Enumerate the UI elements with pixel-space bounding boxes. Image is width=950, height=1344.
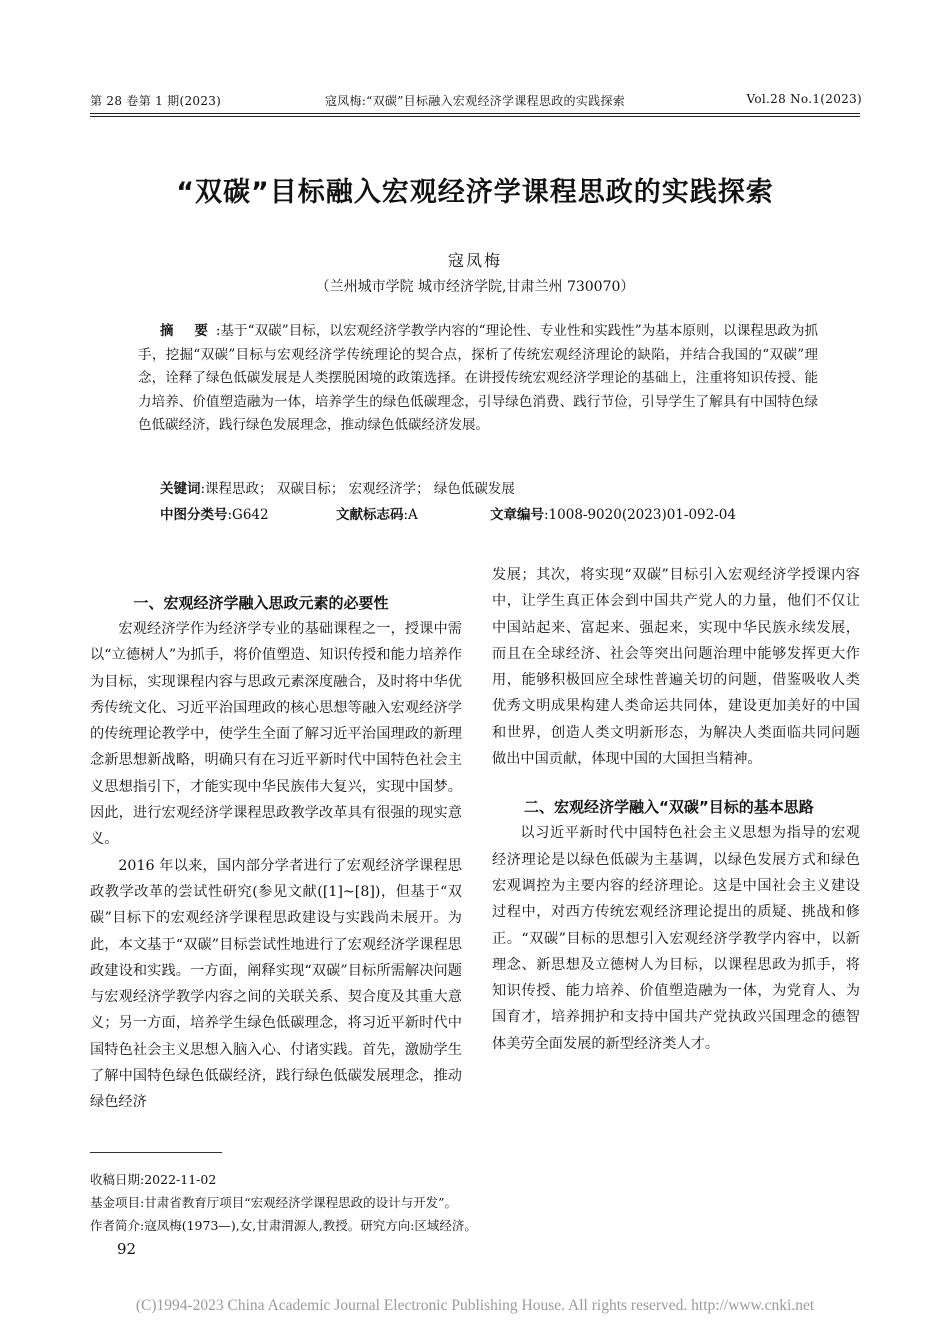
page-number: 92 — [117, 1240, 137, 1258]
abstract-label: 摘 要 — [160, 323, 216, 339]
right-column — [492, 562, 860, 1057]
clc-number — [160, 503, 269, 523]
volume-number: Vol.28 No.1(2023) — [746, 92, 862, 106]
section-1-heading: 一、宏观经济学融入思政元素的必要性 — [133, 594, 389, 612]
clc-label: 中图分类号 — [160, 507, 228, 523]
section-2-heading: 二、宏观经济学融入“双碳”目标的基本思路 — [524, 798, 814, 817]
left-column — [90, 590, 462, 1116]
abstract — [138, 320, 818, 438]
affiliation: （兰州城市学院 城市经济学院,甘肃兰州 730070） — [315, 279, 635, 295]
section-2-paragraph-1: 以习近平新时代中国特色社会主义思想为指导的宏观经济理论是以绿色低碳为主基调，以绿色发展方式和绿色宏观调控为主要内容的经济理论。这是中国社会主义建设过程中，对西方传统宏观经济理论提出的质疑、挑战和修正。“双碳”目标的思想引入宏观经济学教学内容中，以新理念、新思想及立德树人为目标，以课程思政为抓手，将知识传授、能力培养、价值塑造融为一体，为党育人、为国育才，培养拥护和支持中国共产党执政兴国理念的德智体美劳全面发展的新型经济类人才。 — [492, 825, 860, 1052]
header-rule-thin — [90, 116, 860, 117]
doc-code-label: 文献标志码 — [336, 507, 404, 523]
fund-project: 基金项目:甘肃省教育厅项目“宏观经济学课程思政的设计与开发”。 — [90, 1195, 457, 1210]
section-1-paragraph-2-continued: 发展；其次，将实现“双碳”目标引入宏观经济学授课内容中，让学生真正体会到中国共产党人的力量，他们不仅让中国站起来、富起来、强起来，实现中华民族永续发展，而且在全球经济、社会等突出问题治理中能够发挥更大作用，能够积极回应全球性普遍关切的问题，借鉴吸收人类优秀文明成果构建人类命运共同体，建设更加美好的中国和世界，创造人类文明新形态，为解决人类面临共同问题做出中国贡献，体现中国的大国担当精神。 — [492, 567, 860, 768]
article-title: “双碳”目标融入宏观经济学课程思政的实践探索 — [176, 177, 774, 208]
author-bio: 作者简介:寇凤梅(1973—),女,甘肃渭源人,教授。研究方向:区域经济。 — [90, 1218, 477, 1233]
keywords-label: 关键词 — [160, 481, 201, 497]
copyright-watermark: (C)1994-2023 China Academic Journal Electronic Publishing House. All rights reserved. http://www.cnki.net — [135, 1297, 815, 1314]
author-name: 寇凤梅 — [447, 251, 502, 270]
running-title: 寇凤梅:“双碳”目标融入宏观经济学课程思政的实践探索 — [324, 94, 626, 108]
document-code — [336, 503, 418, 523]
keywords — [160, 477, 515, 497]
footnote-rule — [90, 1152, 222, 1153]
article-number-value: :1008-9020(2023)01-092-04 — [544, 507, 736, 523]
clc-value: :G642 — [227, 507, 269, 523]
doc-code-value: :A — [403, 507, 418, 523]
abstract-text: :基于“双碳”目标，以宏观经济学教学内容的“理论性、专业性和实践性”为基本原则，以课程思政为抓手，挖掘“双碳”目标与宏观经济学传统理论的契合点，探析了传统宏观经济理论的缺陷，并结合我国的“双碳”理念，诠释了绿色低碳发展是人类摆脱困境的政策选择。在讲授传统宏观经济学理论的基础上，注重将知识传授、能力培养、价值塑造融为一体，培养学生的绿色低碳理念，引导绿色消费、践行节俭，引导学生了解具有中国特色绿色低碳经济，践行绿色发展理念，推动绿色低碳经济发展。 — [138, 323, 819, 433]
article-number — [490, 503, 736, 523]
keywords-text: :课程思政； 双碳目标； 宏观经济学； 绿色低碳发展 — [200, 481, 515, 497]
header-rule — [90, 113, 860, 114]
section-1-paragraph-1: 宏观经济学作为经济学专业的基础课程之一，授课中需以“立德树人”为抓手，将价值塑造、知识传授和能力培养作为目标，实现课程内容与思政元素深度融合，及时将中华优秀传统文化、习近平治国理政的核心思想等融入宏观经济学的传统理论教学中，使学生全面了解习近平治国理政的新理念新思想新战略，明确只有在习近平新时代中国特色社会主义思想指引下，才能实现中华民族伟大复兴，实现中国梦。因此，进行宏观经济学课程思政教学改革具有很强的现实意义。 — [90, 621, 462, 848]
received-date: 收稿日期:2022-11-02 — [90, 1172, 217, 1187]
section-1-paragraph-2: 2016 年以来，国内部分学者进行了宏观经济学课程思政教学改革的尝试性研究(参见文献([1]~[8])，但基于“双碳”目标下的宏观经济学课程思政建设与实践尚未展开。为此，本文基于“双碳”目标尝试性地进行了宏观经济学课程思政建设和实践。一方面，阐释实现“双碳”目标所需解决问题与宏观经济学教学内容之间的关联关系、契合度及其重大意义；另一方面，培养学生绿色低碳理念，将习近平新时代中国特色社会主义思想入脑入心、付诸实践。首先，激励学生了解中国特色绿色低碳经济，践行绿色低碳发展理念，推动绿色经济 — [90, 857, 462, 1111]
journal-issue: 第 28 卷第 1 期(2023) — [90, 94, 222, 108]
article-number-label: 文章编号 — [490, 507, 544, 523]
